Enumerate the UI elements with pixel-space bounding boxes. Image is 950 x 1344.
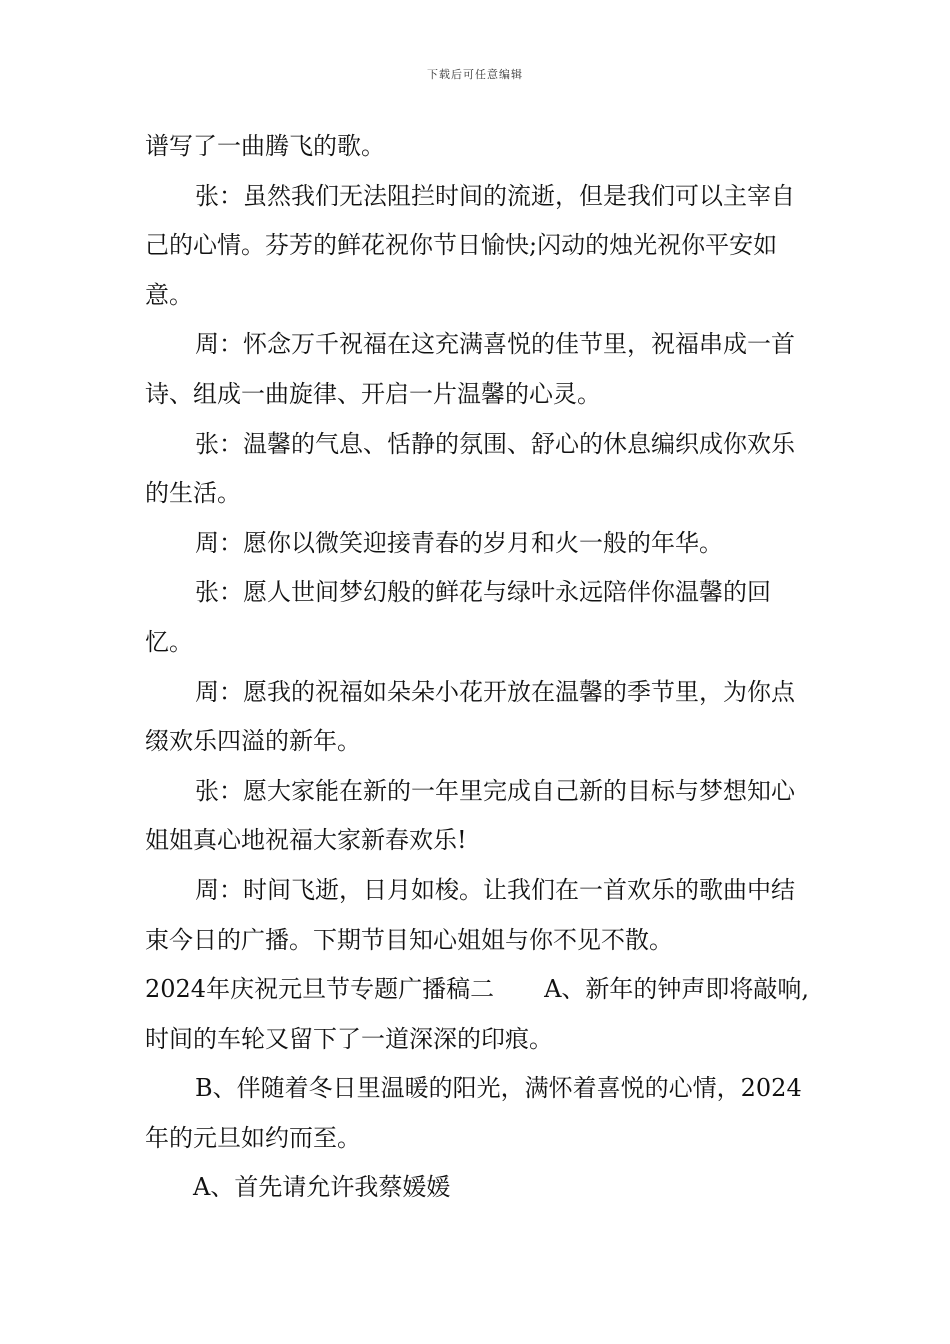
- paragraph-6: 张：愿人世间梦幻般的鲜花与绿叶永远陪伴你温馨的回忆。: [145, 578, 771, 656]
- paragraph-8: 张：愿大家能在新的一年里完成自己新的目标与梦想知心姐姐真心地祝福大家新春欢乐!: [145, 776, 795, 855]
- paragraph-b: B、伴随着冬日里温暖的阳光，满怀着喜悦的心情，2024年的元旦如约而至。: [145, 1074, 802, 1152]
- section-paragraph: [145, 965, 813, 1064]
- section-first-line: A、新年的钟声即将敲响,时间的车轮又留下了一道深深的印痕。: [145, 975, 810, 1053]
- paragraph-5: 周：愿你以微笑迎接青春的岁月和火一般的年华。: [195, 528, 723, 557]
- paragraph-4: 张：温馨的气息、恬静的氛围、舒心的休息编织成你欢乐的生活。: [145, 429, 795, 508]
- paragraph-2: 张：虽然我们无法阻拦时间的流逝，但是我们可以主宰自己的心情。芬芳的鲜花祝你节日愉快;闪动的烛光祝你平安如意。: [145, 181, 795, 309]
- paragraph-1: 谱写了一曲腾飞的歌。: [145, 132, 385, 160]
- paragraph-a: A、首先请允许我蔡媛媛: [193, 1173, 451, 1202]
- page-header: 下载后可任意编辑: [427, 68, 523, 81]
- section-title: 2024年庆祝元旦节专题广播稿二: [145, 975, 495, 1004]
- paragraph-3: 周：怀念万千祝福在这充满喜悦的佳节里，祝福串成一首诗、组成一曲旋律、开启一片温馨的心灵。: [145, 330, 795, 408]
- paragraph-7: 周：愿我的祝福如朵朵小花开放在温馨的季节里，为你点缀欢乐四溢的新年。: [145, 677, 795, 756]
- document-body: [145, 122, 813, 1213]
- paragraph-9: 周：时间飞逝，日月如梭。让我们在一首欢乐的歌曲中结束今日的广播。下期节目知心姐姐与你不见不散。: [145, 875, 795, 954]
